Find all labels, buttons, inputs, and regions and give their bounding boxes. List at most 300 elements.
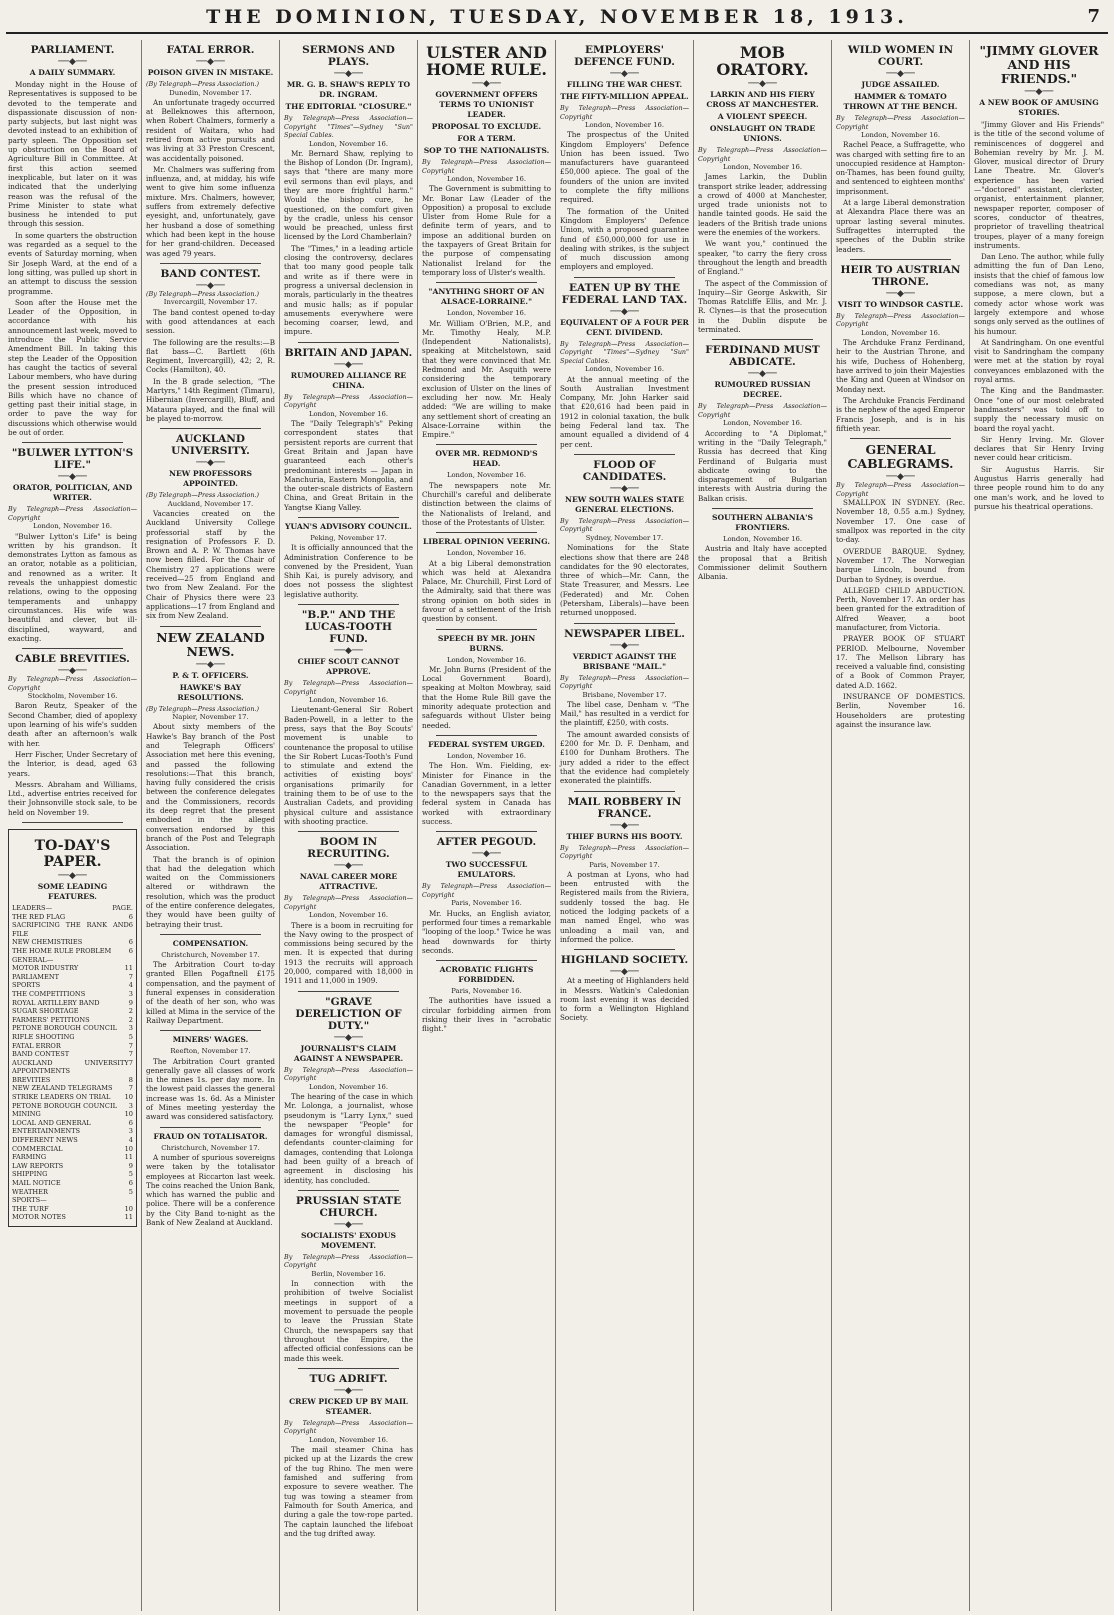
article-subhead: FEDERAL SYSTEM URGED.: [428, 739, 545, 749]
paragraph: Mr. William O'Brien, M.P., and Mr. Timothy Healy, M.P. (Independent Nationalists), speaking at Mitchelstown, said that they were convinced that Mr. Redmond and Mr. Asquith were considering the temporary exclusion of Ulster on the lines of excluding her now. Mr. Healy added: "We are willing to make any settlement short of creating an Alsace-Lorraine within the Empire.": [422, 318, 551, 440]
byline: By Telegraph—Press Association—Copyright: [284, 894, 413, 911]
article-subhead: VISIT TO WINDSOR CASTLE.: [837, 299, 964, 309]
dateline: Invercargill, November 17.: [163, 298, 258, 307]
paragraph: Vacancies created on the Auckland University College professorial staff by the resignation of Professors F. D. Brown and A. P. W. Thomas have now been filled. For the Chair of Chemistry 27 applications were received—25 from England and two from New Zealand. For the Chair of Physics there were 23 applications—17 from England and six from New Zealand.: [146, 509, 275, 621]
paragraph: The Arbitration Court granted generally gave all classes of work in the mines 1s. per day more. In the lowest paid classes the general increase was 1s. 6d. As a Minister of Mines meeting yesterday the award was considered satisfactory.: [146, 1056, 275, 1122]
dateline: Dunedin, November 17.: [169, 88, 252, 97]
article-separator: [574, 623, 675, 624]
paragraph: Austria and Italy have accepted the proposal that a British Commissioner delimit Southern Albania.: [698, 544, 827, 582]
paragraph: James Larkin, the Dublin transport strike leader, addressing a crowd of 4000 at Manchester, urged trade unionists not to handle tainted goods. He said the leaders of the British trade unions were the enemies of the workers.: [698, 172, 827, 238]
article-subhead: EQUIVALENT OF A FOUR PER CENT. DIVIDEND.: [560, 317, 689, 337]
column: [556, 40, 694, 1611]
article: [284, 1195, 413, 1363]
article-subhead: JOURNALIST'S CLAIM AGAINST A NEWSPAPER.: [293, 1043, 404, 1063]
contents-entry: [12, 1179, 133, 1188]
article-body: [698, 172, 827, 334]
article-body: [8, 532, 137, 644]
ornament-rule: ──◆──: [334, 646, 363, 657]
paragraph: Mr. Chalmers was suffering from influenza, and, at midday, his wife went to give him some influenza mixture. Mrs. Chalmers, however, suffers from extremely defective eyesight, and, unfortunately, gave her husband a dose of something which had been kept in the house for her grand-children. Deceased was aged 79 years.: [146, 164, 275, 258]
article-headline: TUG ADRIFT.: [309, 1372, 388, 1385]
paragraph: At a meeting of Highlanders held in Messrs. Watkin's Caledonian room last evening it was decided to form a Wellington Highland Society.: [560, 976, 689, 1023]
contents-label: PETONE BOROUGH COUNCIL: [12, 1101, 117, 1110]
article-body: [422, 909, 551, 955]
ornament-rule: ──◆──: [334, 1032, 363, 1043]
article-headline: NEW ZEALAND NEWS.: [156, 629, 265, 659]
byline: By Telegraph—Press Association—Copyright "Times"—Sydney "Sun" Special Cables.: [284, 114, 413, 139]
contents-label: SACRIFICING THE RANK AND FILE: [12, 921, 129, 938]
contents-entry: [12, 1016, 133, 1025]
article: [146, 268, 275, 423]
ornament-rule: ──◆──: [334, 861, 363, 872]
contents-entry: [12, 1205, 133, 1214]
contents-page: 7: [128, 1058, 133, 1067]
contents-label: PETONE BOROUGH COUNCIL: [12, 1024, 117, 1033]
column: [280, 40, 418, 1611]
byline: (By Telegraph—Press Association.): [146, 289, 260, 298]
article-separator: [160, 263, 261, 264]
contents-entry: [12, 1196, 133, 1205]
paragraph: In some quarters the obstruction was regarded as a sequel to the events of Saturday morning, when Sir Joseph Ward, at the end of a long sitting, was pulled up short in an attempt to discuss the session programme.: [8, 230, 137, 296]
article-subhead: PROPOSAL TO EXCLUDE.: [431, 122, 542, 131]
paragraph: Mr. John Burns (President of the Local Government Board), speaking at Molton Mowbray, said that the Home Rule Bill gave the minority adequate protection and safeguards without Ulster being needed.: [422, 664, 551, 730]
article-body: [284, 543, 413, 599]
article-body: [284, 149, 413, 337]
contents-entry: [12, 1007, 133, 1016]
dateline: London, November 16.: [446, 175, 527, 183]
contents-page: 4: [128, 1136, 133, 1145]
contents-page: 6: [128, 938, 133, 947]
dateline: London, November 16.: [860, 328, 941, 337]
article: [146, 1132, 275, 1228]
paragraph: The newspapers note Mr. Churchill's careful and deliberate distinction between the claims of the Nationalists of Ireland, and those of the Protestants of Ulster.: [422, 480, 551, 527]
contents-entry: [12, 904, 133, 913]
article-headline: WILD WOMEN IN COURT.: [847, 44, 954, 68]
contents-label: MAIL NOTICE: [12, 1179, 61, 1187]
paragraph: There is a boom in recruiting for the Navy owing to the prospect of commissions being secured by the men. It is expected that during 1913 the recruits will approach 20,000, compared with 18,000 in 1911 and 11,000 in 1909.: [284, 920, 413, 986]
contents-label: FARMING: [12, 1153, 47, 1162]
article: [836, 264, 965, 433]
contents-entry: [12, 913, 133, 922]
ornament-rule: ──◆──: [610, 483, 639, 494]
paragraph: In connection with the prohibition of twelve Socialist meetings in support of a movement to persuade the people to leave the Prussian State Church, the newspapers say that throughout the Empire, the affected official confessions can be made this week.: [284, 1279, 413, 1363]
paragraph: A number of spurious sovereigns were taken by the totalisator employees at Riccarton last week. The coins reached the Union Bank, which has warned the public and police. There will be a conference by the City Band to-night as the Bank of New Zealand at Auckland.: [146, 1152, 275, 1228]
article-body: [698, 544, 827, 581]
article-separator: [22, 648, 123, 649]
paragraph: Rachel Peace, a Suffragette, who was charged with setting fire to an unoccupied residence at Hampton-on-Thames, has been found guilty, and sentenced to eighteen months' imprisonment.: [836, 140, 965, 196]
contents-page: 6: [128, 1179, 133, 1187]
contents-label: THE TURF: [12, 1204, 49, 1213]
article-body: [422, 996, 551, 1033]
contents-entry: [12, 938, 133, 947]
column: [142, 40, 280, 1611]
paragraph: The Hon. Wm. Fielding, ex-Minister for Finance in the Canadian Government, in a letter to the newspapers says that the federal system in Canada has worked with extraordinary success.: [422, 761, 551, 827]
article-headline: "GRAVE DERELICTION OF DUTY.": [295, 995, 402, 1032]
contents-entry: [12, 1050, 133, 1059]
paragraph: The aspect of the Commission of Inquiry—Sir George Askwith, Sir Thomas Ratcliffe Ellis, and Mr. J. R. Clynes—is that the prosecution in the Dublin dispute be terminated.: [698, 278, 827, 335]
contents-entry: [12, 956, 133, 965]
contents-label: ENTERTAINMENTS: [12, 1127, 81, 1136]
contents-entry: [12, 1136, 133, 1145]
dateline: Paris, November 16.: [451, 899, 522, 908]
contents-label: THE COMPETITIONS: [12, 989, 86, 998]
contents-page: 2: [128, 1015, 133, 1024]
dateline: London, November 16.: [722, 163, 803, 171]
page-number: 7: [1087, 6, 1100, 27]
contents-label: ROYAL ARTILLERY BAND: [12, 998, 100, 1007]
article: [284, 44, 413, 337]
article: [560, 796, 689, 945]
column: [970, 40, 1108, 1611]
article-subhead: NEW SOUTH WALES STATE GENERAL ELECTIONS.: [565, 494, 684, 514]
contents-page: 11: [124, 1153, 133, 1162]
dateline: Reefton, November 17.: [170, 1047, 251, 1056]
contents-label: SHIPPING: [12, 1170, 48, 1179]
article-separator: [850, 259, 951, 260]
article-headline: BAND CONTEST.: [160, 267, 261, 280]
contents-label: BAND CONTEST: [12, 1050, 70, 1059]
article-subhead: LARKIN AND HIS FIERY CROSS AT MANCHESTER.: [706, 90, 819, 109]
dateline: London, November 16.: [308, 696, 389, 705]
contents-page: 10: [124, 1110, 133, 1119]
contents-page: 11: [124, 964, 133, 973]
paragraph: The amount awarded consists of £200 for Mr. D. F. Denham, and £100 for Dunham Brothers. The jury added a rider to the effect that the evidence had completely exonerated the plaintiffs.: [560, 729, 689, 786]
article-subhead: TWO SUCCESSFUL EMULATORS.: [445, 860, 528, 880]
article-subhead: THIEF BURNS HIS BOOTY.: [566, 831, 683, 841]
paragraph: That the branch is of opinion that had the delegation which waited on the Commissioners altered or withdrawn the resolution, which was the product of the entire conference delegates, they would have been guilty of betraying their trust.: [146, 854, 275, 929]
article-subhead: YUAN'S ADVISORY COUNCIL.: [285, 522, 412, 531]
ornament-rule: ──◆──: [610, 69, 639, 79]
article-body: [560, 130, 689, 271]
article-headline: SERMONS AND PLAYS.: [302, 44, 395, 68]
article: [422, 634, 551, 730]
contents-page: 3: [128, 1024, 133, 1033]
contents-entry: [12, 1170, 133, 1179]
contents-page: 7: [128, 972, 133, 981]
article-body: [422, 184, 551, 277]
article: [422, 449, 551, 527]
article-separator: [160, 934, 261, 935]
article-body: [422, 559, 551, 624]
article: [284, 996, 413, 1185]
article: [8, 44, 137, 437]
contents-page: 6: [128, 1118, 133, 1127]
article-separator: [574, 949, 675, 950]
article: [8, 447, 137, 643]
article-headline: ULSTER AND HOME RULE.: [426, 43, 547, 79]
ornament-rule: ──◆──: [58, 472, 87, 483]
article-body: [560, 700, 689, 786]
article-separator: [574, 277, 675, 278]
paragraph: The Arbitration Court to-day granted Ellen Pogaftnell £175 compensation, and the payment of funeral expenses in consideration of the death of her son, who was killed at Mima in the service of the Railway Department.: [146, 960, 275, 1025]
contents-page: 11: [124, 1213, 133, 1222]
article-headline: CABLE BREVITIES.: [15, 653, 130, 666]
article: [422, 44, 551, 277]
article-body: [146, 960, 275, 1025]
article-headline: PARLIAMENT.: [30, 44, 115, 56]
ornament-rule: ──◆──: [196, 458, 225, 469]
contents-entry: [12, 1033, 133, 1042]
article-headline: EMPLOYERS' DEFENCE FUND.: [574, 44, 675, 68]
article-separator: [298, 1368, 399, 1369]
article-subhead: A VIOLENT SPEECH.: [717, 112, 808, 121]
contents-page: 5: [128, 1170, 133, 1179]
article: [284, 522, 413, 599]
article-headline: HIGHLAND SOCIETY.: [560, 954, 689, 967]
article: [560, 459, 689, 618]
paragraph: Mr. Hucks, an English aviator, performed four times a remarkable "looping of the loop." Twice he was head downwards for thirty seconds.: [422, 908, 551, 955]
article-headline: TO-DAY'S PAPER.: [34, 838, 111, 870]
article-body: [422, 761, 551, 826]
article-subhead: THE EDITORIAL "CLOSURE.": [285, 102, 412, 111]
article-subhead: ACROBATIC FLIGHTS FORBIDDEN.: [439, 965, 534, 985]
article-body: [146, 1153, 275, 1227]
byline: By Telegraph—Press Association—Copyright: [560, 673, 689, 691]
paragraph: The Archduke Franz Ferdinand, heir to the Austrian Throne, and his wife, Duchess of Hohenberg, have arrived to join their Majesties the King and Queen at Windsor on Monday next.: [836, 338, 965, 394]
paragraph: An unfortunate tragedy occurred at Belleknowes this afternoon, when Robert Chalmers, formerly a resident of Waitara, who had retired from active pursuits and was living at 33 Preston Crescent, was accidentally poisoned.: [146, 97, 275, 163]
contents-entry: [12, 947, 133, 956]
paragraph: A postman at Lyons, who had been entrusted with the Registered mails from the Riviera, suddenly tossed the bag. He noticed the lodging packets of a man named Engel, who was unloading a mail van, and informed the police.: [560, 869, 689, 944]
article: [560, 44, 689, 272]
article-headline: "BULWER LYTTON'S LIFE.": [11, 447, 134, 472]
paragraph: The Archduke Francis Ferdinand is the nephew of the aged Emperor Francis Joseph, and is in his fiftieth year.: [836, 395, 965, 433]
contents-page: 7: [128, 1084, 133, 1093]
contents-label: AUCKLAND UNIVERSITY APPOINTMENTS: [12, 1058, 129, 1076]
article-separator: [160, 428, 261, 429]
dateline: London, November 16.: [308, 409, 389, 418]
contents-page: 10: [124, 1204, 133, 1213]
ornament-rule: ──◆──: [196, 57, 225, 67]
contents-entry: [12, 990, 133, 999]
article-body: [146, 308, 275, 424]
article-subhead: NEW PROFESSORS APPOINTED.: [169, 469, 252, 489]
article-separator: [160, 1127, 261, 1128]
contents-entry: [12, 1102, 133, 1111]
article-body: [146, 722, 275, 929]
paragraph: The prospectus of the United Kingdom Employers' Defence Union has been issued. Two manufacturers have guaranteed £50,000 apiece. The goal of the founders of the union are invited to complete the fifty millions required.: [560, 130, 689, 205]
paragraph: Lieutenant-General Sir Robert Baden-Powell, in a letter to the press, says that the Boy Scouts' movement is unable to countenance the proposal to utilise the Sir Robert Lucas-Tooth's Fund to stimulate and extend the activities of existing boys' organisations primarily for training them to be of use to the Australian Cadets, and providing physical culture and assistance with shooting practice.: [284, 705, 413, 826]
paragraph: The band contest opened to-day with good attendances at each session.: [146, 307, 275, 336]
paragraph: Soon after the House met the Leader of the Opposition, in accordance with his announcement last week, moved to introduce the Public Service Amendment Bill. In taking this step the Leader of the Opposition has caught the tactics of several Labour members, who have during the present session introduced Bills which have no chance of getting past their initial stage, in order to pave the way for discussions which otherwise would be out of order.: [8, 297, 137, 437]
article-subhead: RUMOURED RUSSIAN DECREE.: [714, 380, 811, 400]
article-body: [836, 338, 965, 433]
ornament-rule: ──◆──: [334, 69, 363, 79]
article: [836, 443, 965, 729]
byline: By Telegraph—Press Association—Copyright: [836, 114, 965, 131]
byline: By Telegraph—Press Association—Copyright: [698, 402, 827, 419]
paragraph: The hearing of the case in which Mr. Lolonga, a journalist, whose pseudonym is "Larry Lynx," sued the newspaper "People" for damages for wrongful dismissal, defendants counter-claiming for damages, contending that Lolonga had been guilty of a breach of agreement in disclosing his identity, has concluded.: [284, 1091, 413, 1185]
dateline: London, November 16.: [308, 1435, 389, 1444]
article-body: [422, 665, 551, 730]
paragraph: OVERDUE BARQUE. Sydney, November 17. The Norwegian barque Lincoln, bound from Durban to Sydney, is overdue.: [836, 546, 965, 584]
article-subhead: CHIEF SCOUT CANNOT APPROVE.: [297, 657, 400, 677]
contents-entry: [12, 973, 133, 982]
article-separator: [712, 508, 813, 509]
dateline: London, November 16.: [308, 1082, 389, 1091]
contents-page: 6: [128, 912, 133, 921]
paragraph: The libel case, Denham v. "The Mail," has resulted in a verdict for the plaintiff, £250, with costs.: [560, 699, 689, 728]
contents-page: 3: [128, 1127, 133, 1136]
article-separator: [298, 342, 399, 343]
article-subhead: HAMMER & TOMATO THROWN AT THE BENCH.: [843, 92, 958, 111]
paragraph: At Sandringham. On one eventful visit to Sandringham the company were met at the station by royal conveyances emblazoned with the royal arms.: [974, 337, 1104, 385]
article-separator: [436, 444, 537, 445]
ornament-rule: ──◆──: [886, 69, 915, 79]
ornament-rule: ──◆──: [886, 472, 915, 483]
article-separator: [436, 532, 537, 533]
paragraph: Messrs. Abraham and Williams, Ltd., advertise entries received for their Johnsonville stock sale, to be held on November 19.: [8, 779, 137, 817]
dateline: London, November 16.: [722, 419, 803, 428]
article-subhead: FILLING THE WAR CHEST.: [566, 80, 683, 89]
paragraph: "Bulwer Lytton's Life" is being written by his grandson. It demonstrates Lytton as famous as an orator, notable as a politician, and renowned as a writer. It reveals the unhappiest domestic relations, owing to the opposing temperaments and unhappy circumstances. His wife was beautiful and clever, but ill-disciplined, wayward, and exacting.: [8, 531, 137, 643]
paragraph: About sixty members of the Hawke's Bay branch of the Post and Telegraph Officers' Association met here this evening, and passed the following resolutions:—That this branch, having fully considered the crisis between the conference delegates and the Commissioners, records its deep regret that the present embodied in the alleged conversation endorsed by this branch of the Post and Telegraph Association.: [146, 722, 275, 853]
column: [418, 40, 556, 1611]
ornament-rule: ──◆──: [610, 306, 639, 317]
masthead: [0, 0, 1114, 40]
contents-entry: [12, 1093, 133, 1102]
dateline: London, November 16.: [584, 365, 665, 374]
byline: By Telegraph—Press Association—Copyright: [560, 843, 689, 861]
article-body: [422, 319, 551, 440]
ornament-rule: ──◆──: [748, 369, 777, 380]
contents-label: LOCAL AND GENERAL: [12, 1118, 91, 1127]
article-headline: AUCKLAND UNIVERSITY.: [171, 433, 250, 458]
paragraph: It is officially announced that the Administration Conference to be convened by the President, Yuan Shih Kai, is purely advisory, and does not possess the slightest legislative authority.: [284, 543, 413, 599]
contents-page: 9: [128, 1161, 133, 1170]
contents-entry: [12, 1084, 133, 1093]
article: [560, 954, 689, 1022]
article-separator: [436, 629, 537, 630]
byline: By Telegraph—Press Association—Copyright: [422, 882, 551, 899]
contents-entry: [12, 1076, 133, 1085]
article-body: [146, 98, 275, 258]
dateline: Christchurch, November 17.: [161, 950, 260, 959]
dateline: Berlin, November 16.: [311, 1269, 386, 1278]
ornament-rule: ──◆──: [334, 1219, 363, 1230]
byline: By Telegraph—Press Association—Copyright: [284, 679, 413, 696]
paragraph: The Government is submitting to Mr. Bonar Law (Leader of the Opposition) a proposal to exclude Ulster from Home Rule for a definite term of years, and to impose an additional burden on the taxpayers of Great Britain for the purpose of compensating Nationalist Ireland for the temporary loss of Ulster's wealth.: [422, 184, 551, 277]
paragraph: The King and the Bandmaster. Once "one of our most celebrated bandmasters" was told off to supply the necessary music on board the royal yacht.: [974, 386, 1104, 433]
article: [284, 836, 413, 985]
article-body: [284, 419, 413, 512]
article-subhead: SOP TO THE NATIONALISTS.: [423, 146, 550, 155]
article-subhead: POISON GIVEN IN MISTAKE.: [147, 68, 274, 77]
article-headline: NEWSPAPER LIBEL.: [564, 627, 685, 640]
contents-label: LEADERS—: [12, 904, 53, 912]
dateline: Paris, November 17.: [589, 860, 660, 869]
byline: By Telegraph—Press Association—Copyright: [8, 505, 137, 522]
byline: By Telegraph—Press Association—Copyright: [422, 158, 551, 175]
contents-label: MOTOR NOTES: [12, 1213, 66, 1222]
dateline: London, November 16.: [446, 309, 527, 318]
article-subhead: MR. G. B. SHAW'S REPLY TO DR. INGRAM.: [286, 80, 411, 99]
dateline: London, November 16.: [32, 522, 113, 531]
article-subhead: GOVERNMENT OFFERS TERMS TO UNIONIST LEADER.: [435, 90, 538, 119]
ornament-rule: ──◆──: [472, 849, 501, 860]
byline: By Telegraph—Press Association—Copyright: [560, 516, 689, 534]
contents-page: 5: [128, 1187, 133, 1196]
article-separator: [22, 822, 123, 823]
article-separator: [298, 831, 399, 832]
contents-entry: [12, 1024, 133, 1033]
article: [146, 1035, 275, 1121]
article: [146, 939, 275, 1025]
newspaper-title: THE DOMINION, TUESDAY, NOVEMBER 18, 1913.: [206, 6, 908, 28]
paragraph: The "Daily Telegraph's" Peking correspondent states that persistent reports are current that Great Britain and Japan have guaranteed each other's predominant interests — Japan in Manchuria, Eastern Mongolia, and the outer-scale districts of Eastern China, and Great Britain in the Yangtse Kiang Valley.: [284, 419, 413, 512]
article-subhead: MINERS' WAGES.: [172, 1035, 249, 1045]
article-body: [698, 429, 827, 503]
contents-entry: [12, 1059, 133, 1076]
article-headline: AFTER PEGOUD.: [436, 836, 537, 849]
dateline: London, November 16.: [860, 131, 941, 139]
article-subhead: COMPENSATION.: [172, 938, 249, 948]
article-headline: FATAL ERROR.: [166, 44, 255, 56]
ornament-rule: ──◆──: [58, 871, 87, 881]
article-subhead: A DAILY SUMMARY.: [29, 68, 116, 77]
contents-entry: [12, 999, 133, 1008]
article-body: [560, 976, 689, 1022]
dateline: Napier, November 17.: [172, 713, 249, 722]
article-headline: EATEN UP BY THE FEDERAL LAND TAX.: [561, 281, 688, 306]
byline: By Telegraph—Press Association—Copyright: [836, 311, 965, 329]
article-body: [146, 509, 275, 621]
contents-label: THE RED FLAG: [12, 912, 66, 921]
article-separator: [436, 831, 537, 832]
ornament-rule: ──◆──: [58, 57, 87, 67]
article-body: [284, 1092, 413, 1185]
article-subhead: SOCIALISTS' EXODUS MOVEMENT.: [301, 1230, 396, 1250]
article-separator: [850, 438, 951, 439]
article: [284, 347, 413, 512]
contents-page: 3: [128, 989, 133, 998]
article: [698, 513, 827, 581]
article-separator: [298, 517, 399, 518]
ornament-rule: ──◆──: [334, 1385, 363, 1396]
paragraph: SMALLPOX IN SYDNEY. (Rec. November 18, 0.55 a.m.) Sydney, November 17. One case of smallpox was reported in the city to-day.: [836, 498, 965, 545]
column: [694, 40, 832, 1611]
article-subhead: LIBERAL OPINION VEERING.: [423, 537, 550, 547]
article: [698, 44, 827, 334]
article: [974, 44, 1104, 511]
article-headline: "B.P." AND THE LUCAS-TOOTH FUND.: [301, 609, 396, 646]
article-subhead: A NEW BOOK OF AMUSING STORIES.: [979, 98, 1099, 117]
contents-page: 7: [128, 1050, 133, 1059]
article: [560, 282, 689, 449]
article-headline: "JIMMY GLOVER AND HIS FRIENDS.": [979, 43, 1099, 86]
dateline: Brisbane, November 17.: [582, 690, 667, 699]
byline: (By Telegraph—Press Association.): [146, 704, 260, 713]
byline: (By Telegraph—Press Association.): [146, 80, 260, 88]
article: [836, 44, 965, 254]
article-separator: [298, 991, 399, 992]
article-subhead: ORATOR, POLITICIAN, AND WRITER.: [12, 483, 133, 503]
article-separator: [436, 960, 537, 961]
contents-entry: [12, 1110, 133, 1119]
contents-label: PARLIAMENT: [12, 972, 60, 981]
paragraph: The formation of the United Kingdom Employers' Defence Union, with a proposed guarantee fund of £50,000,000 for use in dealing with strikes, is the subject of much discussion among employers and employed.: [560, 206, 689, 272]
contents-entry: [12, 964, 133, 973]
article: [560, 628, 689, 786]
article-body: [284, 705, 413, 826]
dateline: Peking, November 17.: [310, 534, 387, 542]
ornament-rule: ──◆──: [886, 288, 915, 299]
article-separator: [712, 339, 813, 340]
article-separator: [436, 282, 537, 283]
paragraph: Herr Fischer, Under Secretary of the Interior, is dead, aged 63 years.: [8, 749, 137, 778]
byline: By Telegraph—Press Association—Copyright: [836, 481, 965, 498]
ornament-rule: ──◆──: [472, 79, 501, 89]
contents-page: PAGE.: [112, 904, 133, 912]
article-subhead: VERDICT AGAINST THE BRISBANE "MAIL.": [572, 651, 677, 671]
